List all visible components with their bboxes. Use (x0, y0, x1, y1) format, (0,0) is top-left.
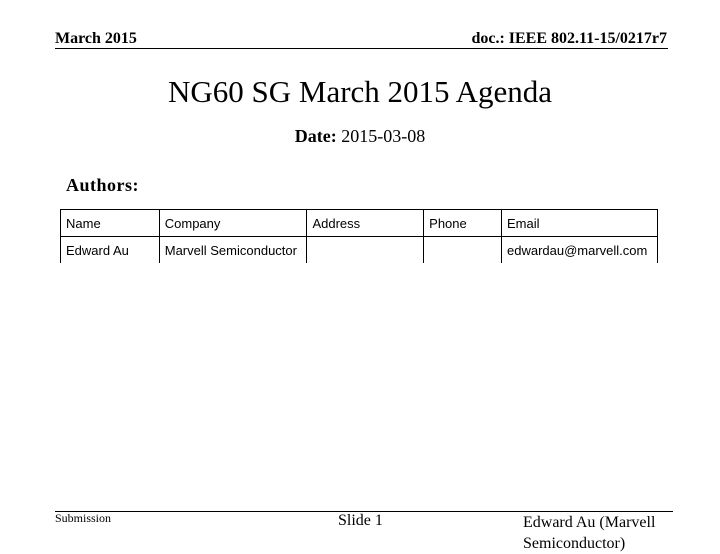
header-date: March 2015 (55, 30, 137, 47)
date-value: 2015-03-08 (341, 126, 426, 146)
footer-author: Edward Au (Marvell Semiconductor) (523, 514, 656, 552)
author-address-cell (307, 237, 424, 264)
table-row (61, 237, 658, 264)
date-line (0, 126, 720, 147)
column-header-phone: Phone (424, 210, 502, 237)
author-company-cell: Marvell Semiconductor (159, 237, 307, 264)
date-label: Date: (294, 126, 337, 146)
authors-table-header-row (61, 210, 658, 237)
author-email-cell: edwardau@marvell.com (501, 237, 657, 264)
author-name-cell: Edward Au (61, 237, 160, 264)
column-header-company: Company (159, 210, 307, 237)
footer-slide-number: Slide 1 (338, 512, 383, 529)
footer-submission: Submission (55, 511, 112, 525)
slide-title: NG60 SG March 2015 Agenda (167, 74, 552, 109)
column-header-address: Address (307, 210, 424, 237)
authors-heading: Authors: (66, 175, 140, 195)
header-doc-id: doc.: IEEE 802.11-15/0217r7 (471, 30, 667, 47)
column-header-name: Name (61, 210, 160, 237)
header-divider (55, 48, 668, 49)
column-header-email: Email (501, 210, 657, 237)
authors-table (60, 209, 658, 263)
author-phone-cell (424, 237, 502, 264)
